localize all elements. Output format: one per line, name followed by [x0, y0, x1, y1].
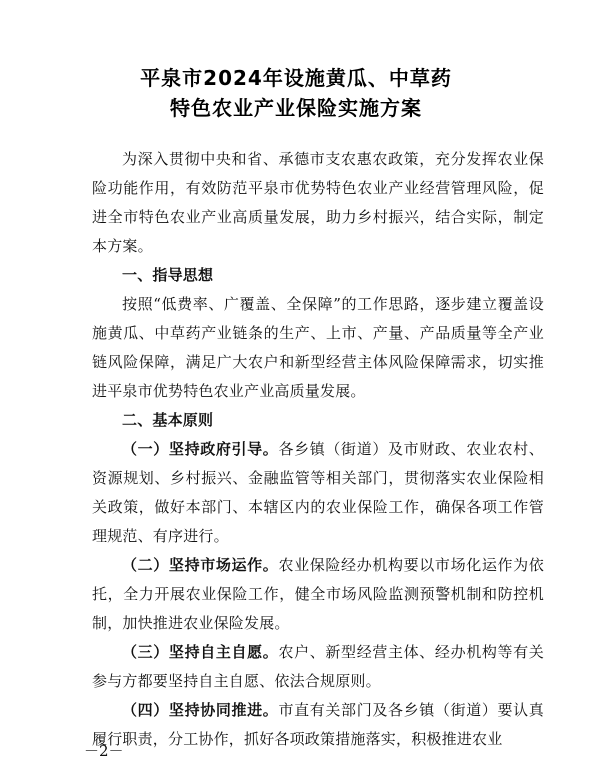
principle-item [92, 696, 544, 754]
principle-label: （一）坚持政府引导。 [122, 440, 279, 458]
document-title-line-2: 特色农业产业保险实施方案 [170, 96, 422, 120]
document-body [92, 145, 544, 754]
guiding-ideology-paragraph: 按照“低费率、广覆盖、全保障”的工作思路，逐步建立覆盖设施黄瓜、中草药产业链条的生产、上市、产量、产品质量等全产业链风险保障，满足广大农户和新型经营主体风险保障需求，切实推进平泉市优势特色农业产业高质量发展。 [92, 295, 544, 400]
principle-label: （三）坚持自主自愿。 [122, 643, 279, 661]
principle-text: 农业保险经办机构要以市场化运作为依托，全力开展农业保险工作，健全市场风险监测预警机制和防控机制，加快推进农业保险发展。 [92, 556, 544, 632]
principle-text: 市直有关部门及各乡镇（街道）要认真履行职责，分工协作，抓好各项政策措施落实，积极推进农业 [92, 701, 544, 748]
principle-label: （二）坚持市场运作。 [122, 556, 279, 574]
principle-text: 各乡镇（街道）及市财政、农业农村、资源规划、乡村振兴、金融监管等相关部门，贯彻落实农业保险相关政策，做好本部门、本辖区内的农业保险工作，确保各项工作管理规范、有序进行。 [92, 440, 544, 545]
page-number: －2－ [84, 742, 124, 760]
principle-label: （四）坚持协同推进。 [122, 701, 279, 719]
document-title-line-1: 平泉市2024年设施黄瓜、中草药 [140, 66, 452, 90]
principle-item [92, 638, 544, 696]
principle-item [92, 551, 544, 638]
principle-text: 农户、新型经营主体、经办机构等有关参与方都要坚持自主自愿、依法合规原则。 [92, 643, 544, 690]
section-heading-basic-principles: 二、基本原则 [122, 411, 214, 429]
intro-paragraph: 为深入贯彻中央和省、承德市支农惠农政策，充分发挥农业保险功能作用，有效防范平泉市优势特色农业产业经营管理风险，促进全市特色农业产业高质量发展，助力乡村振兴，结合实际，制定本方案。 [92, 150, 544, 255]
section-heading-guiding-ideology: 一、指导思想 [122, 266, 214, 284]
principle-item [92, 435, 544, 551]
